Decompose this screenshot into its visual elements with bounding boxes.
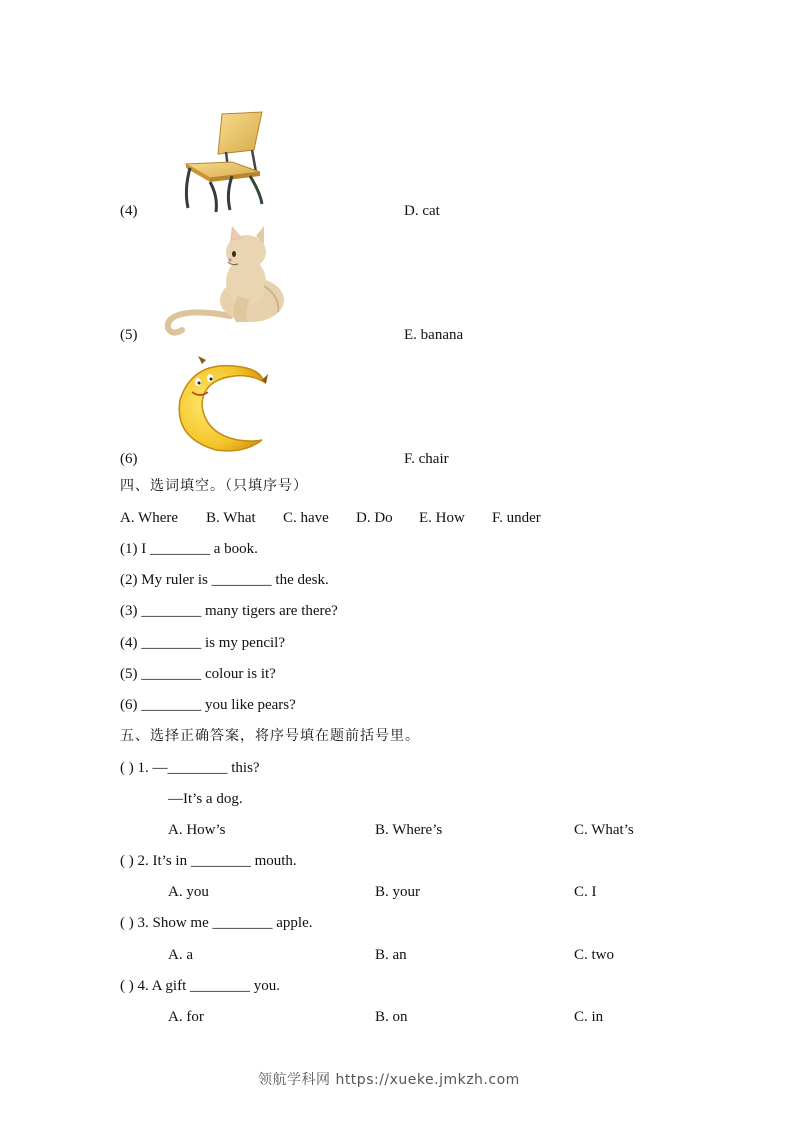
question-stem: ( ) 3. Show me ________ apple. (120, 915, 313, 931)
word-bank-option: F. under (492, 510, 541, 526)
question-stem: ( ) 1. —________ this? (120, 760, 260, 776)
page-footer: 领航学科网 https://xueke.jmkzh.com (258, 1072, 520, 1088)
word-bank-option: D. Do (356, 510, 393, 526)
question-dialogue-line: —It’s a dog. (168, 791, 243, 807)
answer-option: B. on (375, 1009, 408, 1025)
word-bank-option: B. What (206, 510, 256, 526)
matching-number: (5) (120, 327, 138, 343)
matching-option: E. banana (404, 327, 464, 343)
section-heading: 四、选词填空。（只填序号） (120, 478, 308, 494)
answer-option: B. your (375, 884, 420, 900)
word-bank-option: A. Where (120, 510, 179, 526)
matching-option: D. cat (404, 203, 440, 219)
question-stem: ( ) 2. It’s in ________ mouth. (120, 853, 297, 869)
answer-option: A. for (168, 1009, 204, 1025)
answer-option: C. in (574, 1009, 604, 1025)
matching-number: (6) (120, 451, 138, 467)
section-heading: 五、选择正确答案，将序号填在题前括号里。 (120, 728, 420, 744)
chair-icon (180, 110, 268, 214)
answer-option: B. an (375, 947, 407, 963)
question-stem: ( ) 4. A gift ________ you. (120, 978, 280, 994)
answer-option: C. I (574, 884, 597, 900)
banana-icon (172, 352, 272, 456)
fill-in-item: (6) ________ you like pears? (120, 697, 296, 713)
word-bank-option: C. have (283, 510, 329, 526)
fill-in-item: (3) ________ many tigers are there? (120, 603, 338, 619)
matching-option: F. chair (404, 451, 449, 467)
answer-option: C. What’s (574, 822, 634, 838)
word-bank-option: E. How (419, 510, 465, 526)
answer-option: A. a (168, 947, 193, 963)
answer-option: A. you (168, 884, 209, 900)
fill-in-item: (2) My ruler is ________ the desk. (120, 572, 329, 588)
answer-option: A. How’s (168, 822, 226, 838)
matching-number: (4) (120, 203, 138, 219)
cat-icon (160, 224, 290, 340)
answer-option: C. two (574, 947, 615, 963)
fill-in-item: (5) ________ colour is it? (120, 666, 276, 682)
fill-in-item: (1) I ________ a book. (120, 541, 258, 557)
fill-in-item: (4) ________ is my pencil? (120, 635, 285, 651)
answer-option: B. Where’s (375, 822, 443, 838)
